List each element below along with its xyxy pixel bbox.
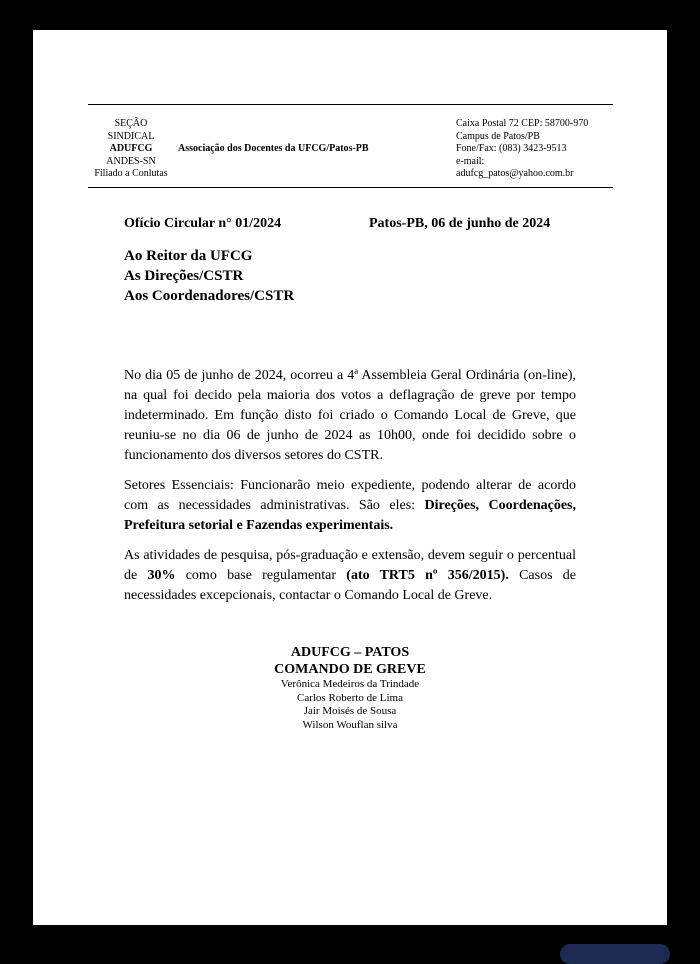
activities-percent: 30% <box>147 568 176 583</box>
letter-body <box>124 366 576 616</box>
contact-email: adufcg_patos@yahoo.com.br <box>456 168 574 179</box>
essential-sectors-text: Setores Essenciais: Funcionarão meio expediente, podendo alterar de acordo com as necessidades administrativas. São eles: <box>124 478 576 513</box>
signatory-name: Carlos Roberto de Lima <box>296 691 403 704</box>
document-reference: Ofício Circular n° 01/2024 <box>124 216 282 231</box>
contact-line: Campus de Patos/PB <box>456 130 540 142</box>
union-line: Filiado a Conlutas <box>94 168 168 179</box>
union-line: SINDICAL <box>107 130 155 142</box>
contact-line: e-mail: <box>456 155 485 167</box>
activities-regulation: (ato TRT5 nº 356/2015). <box>346 568 509 583</box>
paragraph-assembly: No dia 05 de junho de 2024, ocorreu a 4ª Assembleia Geral Ordinária (on-line), na qual foi decido pela maioria dos votos a deflagração de greve por tempo indeterminado. Em função disto foi criado o Comando Local de Greve, que reuniu-se no dia 06 de junho de 2024 as 10h00, onde foi decidido sobre o funcionamento dos diversos setores do CSTR. <box>124 368 576 463</box>
recipient-line: Aos Coordenadores/CSTR <box>124 288 295 304</box>
association-name: Associação dos Docentes da UFCG/Patos-PB <box>178 143 369 154</box>
paragraph-essential-sectors <box>124 476 576 536</box>
header-top-rule <box>88 104 613 105</box>
signatory-name: Verônica Medeiros da Trindade <box>280 678 420 690</box>
contact-line: Caixa Postal 72 CEP: 58700-970 <box>456 118 589 129</box>
union-line: ANDES-SN <box>106 155 156 167</box>
signature-committee: COMANDO DE GREVE <box>274 662 426 677</box>
activities-text-a: As atividades de pesquisa, pós-graduação e extensão, devem seguir o percentual de <box>124 548 576 583</box>
signatory-name: Wilson Wouflan silva <box>302 718 398 731</box>
union-section-block <box>88 118 174 181</box>
union-line-adufcg: ADUFCG <box>109 143 153 154</box>
contact-block <box>456 118 588 181</box>
activities-text-c: Casos de necessidades excepcionais, contactar o Comando Local de Greve. <box>124 568 576 603</box>
paragraph-activities <box>124 546 576 606</box>
recipients-block <box>124 246 294 306</box>
header-bottom-rule <box>88 187 613 188</box>
place-date: Patos-PB, 06 de junho de 2024 <box>369 216 551 231</box>
recipient-line: Ao Reitor da UFCG <box>124 248 253 264</box>
union-line: SEÇÃO <box>114 118 148 129</box>
floating-control-pill[interactable] <box>560 944 670 964</box>
contact-line: Fone/Fax: (083) 3423-9513 <box>456 143 567 154</box>
signature-block <box>183 644 517 732</box>
recipient-line: As Direções/CSTR <box>124 268 244 284</box>
activities-text-b: como base regulamentar <box>175 568 347 583</box>
essential-sectors-list: Direções, Coordenações, Prefeitura setorial e Fazendas experimentais. <box>124 498 576 533</box>
signature-org: ADUFCG – PATOS <box>290 645 410 660</box>
signatory-name: Jair Moisés de Sousa <box>303 705 397 717</box>
document-page <box>33 30 667 925</box>
